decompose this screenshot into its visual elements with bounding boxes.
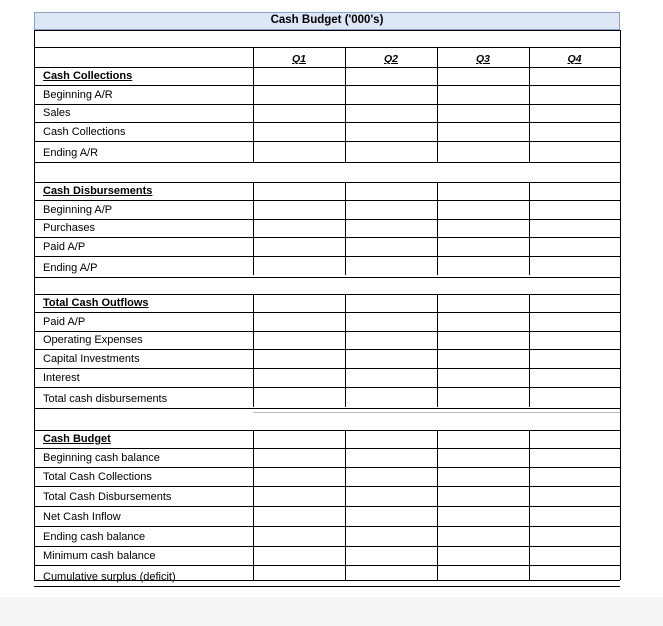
value-cell[interactable]	[438, 332, 529, 349]
row-label-cumulative-surplus-deficit: Cumulative surplus (deficit)	[43, 571, 176, 583]
value-cell[interactable]	[438, 105, 529, 122]
value-cell[interactable]	[254, 142, 345, 162]
value-cell[interactable]	[530, 313, 620, 331]
value-cell[interactable]	[530, 449, 620, 467]
value-cell[interactable]	[346, 123, 437, 141]
row-label-paid-a-p: Paid A/P	[43, 316, 86, 328]
value-cell[interactable]	[346, 295, 437, 312]
value-cell[interactable]	[530, 369, 620, 387]
value-cell[interactable]	[530, 183, 620, 200]
value-cell[interactable]	[346, 105, 437, 122]
row-label-sales: Sales	[43, 107, 71, 119]
value-cell[interactable]	[530, 507, 620, 526]
value-cell[interactable]	[530, 201, 620, 219]
value-cell[interactable]	[254, 123, 345, 141]
value-cell[interactable]	[254, 487, 345, 506]
value-cell[interactable]	[438, 527, 529, 546]
value-cell[interactable]	[254, 220, 345, 237]
value-cell[interactable]	[346, 388, 437, 408]
value-cell[interactable]	[438, 487, 529, 506]
grid-line	[253, 47, 254, 67]
grid-line	[34, 30, 35, 580]
value-cell[interactable]	[438, 238, 529, 256]
section-heading-total-cash-outflows: Total Cash Outflows	[43, 297, 149, 309]
value-cell[interactable]	[438, 68, 529, 85]
value-cell[interactable]	[438, 142, 529, 162]
value-cell[interactable]	[530, 487, 620, 506]
grid-line	[34, 408, 620, 409]
value-cell[interactable]	[530, 123, 620, 141]
value-cell[interactable]	[530, 142, 620, 162]
value-cell[interactable]	[346, 566, 437, 586]
value-cell[interactable]	[438, 468, 529, 486]
value-cell[interactable]	[254, 431, 345, 448]
value-cell[interactable]	[254, 332, 345, 349]
value-cell[interactable]	[346, 332, 437, 349]
row-label-total-cash-disbursements: Total cash disbursements	[43, 393, 168, 405]
value-cell[interactable]	[438, 313, 529, 331]
grid-line	[437, 47, 438, 67]
row-label-capital-investments: Capital Investments	[43, 353, 140, 365]
value-cell[interactable]	[438, 566, 529, 586]
value-cell[interactable]	[530, 220, 620, 237]
row-label-beginning-cash-balance: Beginning cash balance	[43, 452, 160, 464]
value-cell[interactable]	[346, 201, 437, 219]
value-cell[interactable]	[530, 86, 620, 104]
value-cell[interactable]	[254, 350, 345, 368]
grid-line	[34, 277, 620, 278]
value-cell[interactable]	[438, 257, 529, 277]
value-cell[interactable]	[346, 527, 437, 546]
row-label-ending-a-p: Ending A/P	[43, 262, 98, 274]
value-cell[interactable]	[530, 468, 620, 486]
row-label-beginning-a-r: Beginning A/R	[43, 89, 113, 101]
value-cell[interactable]	[530, 105, 620, 122]
row-label-net-cash-inflow: Net Cash Inflow	[43, 511, 121, 523]
value-cell[interactable]	[530, 431, 620, 448]
value-cell[interactable]	[254, 68, 345, 85]
row-label-paid-a-p: Paid A/P	[43, 241, 86, 253]
section-heading-cash-disbursements: Cash Disbursements	[43, 185, 153, 197]
value-cell[interactable]	[438, 220, 529, 237]
row-label-ending-a-r: Ending A/R	[43, 147, 99, 159]
value-cell[interactable]	[346, 369, 437, 387]
value-cell[interactable]	[346, 431, 437, 448]
value-cell[interactable]	[254, 527, 345, 546]
value-cell[interactable]	[346, 257, 437, 277]
value-cell[interactable]	[438, 86, 529, 104]
row-label-total-cash-disbursements: Total Cash Disbursements	[43, 491, 172, 503]
value-cell[interactable]	[530, 388, 620, 408]
grid-line	[34, 30, 620, 31]
grid-line	[620, 67, 621, 163]
value-cell[interactable]	[530, 332, 620, 349]
value-cell[interactable]	[438, 449, 529, 467]
value-cell[interactable]	[254, 566, 345, 586]
section-heading-cash-budget: Cash Budget	[43, 433, 111, 445]
value-cell[interactable]	[346, 468, 437, 486]
value-cell[interactable]	[254, 105, 345, 122]
row-label-interest: Interest	[43, 372, 80, 384]
grid-line	[34, 586, 620, 587]
row-label-ending-cash-balance: Ending cash balance	[43, 531, 146, 543]
value-cell[interactable]	[346, 238, 437, 256]
value-cell[interactable]	[346, 449, 437, 467]
value-cell[interactable]	[254, 369, 345, 387]
row-label-beginning-a-p: Beginning A/P	[43, 204, 113, 216]
grid-line	[620, 430, 621, 580]
grid-line	[345, 47, 346, 67]
value-cell[interactable]	[438, 369, 529, 387]
footer-band	[0, 597, 663, 626]
value-cell[interactable]	[254, 183, 345, 200]
value-cell[interactable]	[254, 313, 345, 331]
row-label-purchases: Purchases	[43, 222, 95, 234]
value-cell[interactable]	[530, 68, 620, 85]
value-cell[interactable]	[438, 201, 529, 219]
value-cell[interactable]	[254, 257, 345, 277]
value-cell[interactable]	[530, 295, 620, 312]
value-cell[interactable]	[254, 547, 345, 565]
value-cell[interactable]	[346, 142, 437, 162]
sheet-title: Cash Budget ('000's)	[270, 14, 384, 26]
value-cell[interactable]	[438, 431, 529, 448]
value-cell[interactable]	[530, 566, 620, 586]
value-cell[interactable]	[530, 257, 620, 277]
value-cell[interactable]	[530, 350, 620, 368]
value-cell[interactable]	[254, 295, 345, 312]
value-cell[interactable]	[346, 487, 437, 506]
value-cell[interactable]	[438, 350, 529, 368]
value-cell[interactable]	[254, 86, 345, 104]
value-cell[interactable]	[530, 547, 620, 565]
value-cell[interactable]	[438, 388, 529, 408]
value-cell[interactable]	[438, 123, 529, 141]
quarter-header-q3: Q3	[475, 53, 490, 65]
grid-line	[529, 47, 530, 67]
value-cell[interactable]	[254, 388, 345, 408]
grid-line	[620, 47, 621, 67]
value-cell[interactable]	[530, 527, 620, 546]
value-cell[interactable]	[254, 238, 345, 256]
value-cell[interactable]	[438, 295, 529, 312]
value-cell[interactable]	[438, 547, 529, 565]
quarter-header-q1: Q1	[291, 53, 306, 65]
value-cell[interactable]	[346, 350, 437, 368]
row-label-cash-collections: Cash Collections	[43, 126, 126, 138]
grid-line	[620, 182, 621, 275]
value-cell[interactable]	[346, 547, 437, 565]
quarter-header-q4: Q4	[567, 53, 582, 65]
grid-line	[34, 162, 620, 163]
value-cell[interactable]	[438, 183, 529, 200]
grid-line	[253, 412, 620, 413]
row-label-total-cash-collections: Total Cash Collections	[43, 471, 152, 483]
value-cell[interactable]	[254, 201, 345, 219]
value-cell[interactable]	[346, 86, 437, 104]
quarter-header-q2: Q2	[383, 53, 398, 65]
value-cell[interactable]	[530, 238, 620, 256]
value-cell[interactable]	[346, 220, 437, 237]
value-cell[interactable]	[254, 468, 345, 486]
value-cell[interactable]	[346, 68, 437, 85]
value-cell[interactable]	[254, 507, 345, 526]
value-cell[interactable]	[346, 507, 437, 526]
grid-line	[620, 294, 621, 407]
section-heading-cash-collections: Cash Collections	[43, 70, 133, 82]
row-label-minimum-cash-balance: Minimum cash balance	[43, 550, 156, 562]
value-cell[interactable]	[438, 507, 529, 526]
value-cell[interactable]	[346, 183, 437, 200]
grid-line	[34, 47, 620, 48]
row-label-operating-expenses: Operating Expenses	[43, 334, 143, 346]
value-cell[interactable]	[254, 449, 345, 467]
value-cell[interactable]	[346, 313, 437, 331]
